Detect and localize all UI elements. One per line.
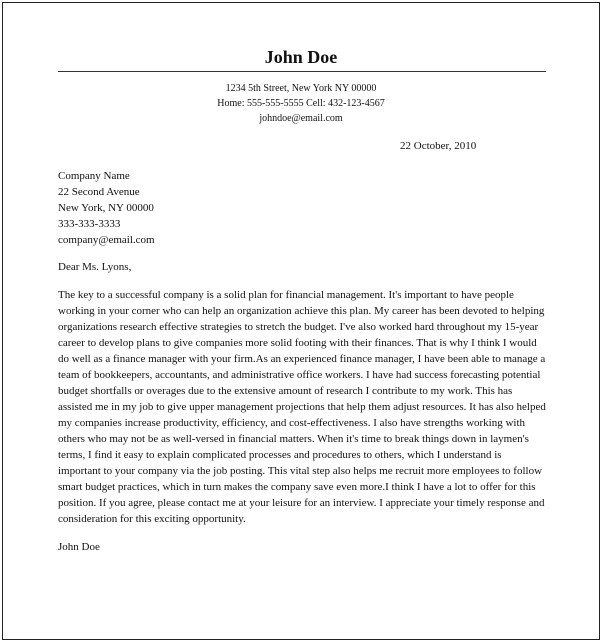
recipient-street: 22 Second Avenue — [58, 186, 140, 198]
body-line: position. If you agree, please contact me at your leisure for an interview. I appreciate your timely response and — [58, 497, 545, 509]
recipient-city: New York, NY 00000 — [58, 202, 154, 214]
sender-name: John Doe — [264, 47, 338, 67]
body-line: my companies increase productivity, efficiency, and cost-effectiveness. I also have strengths working with — [58, 417, 526, 429]
body-line: assisted me in my job to give upper management projections that help them adjust resources. It has also helped — [58, 401, 546, 413]
salutation: Dear Ms. Lyons, — [58, 261, 132, 273]
signature-name: John Doe — [58, 541, 100, 553]
body-line: organizations research effective strategies to stretch the budget. I've also worked hard throughout my 15-year — [58, 321, 539, 333]
body-line: important to your company via the job posting. This vital step also helps me recruit more employees to follow — [58, 465, 543, 477]
body-line: others who may not be as well-versed in financial matters. When it's time to break things down in laymen's — [58, 433, 529, 445]
body-line: budget shortfalls or overages due to the extensive amount of research I contribute to my work. This has — [58, 385, 513, 397]
header-divider — [58, 71, 546, 72]
recipient-block — [58, 168, 155, 248]
sender-contact — [3, 81, 599, 126]
body-line: consideration for this exciting opportunity. — [58, 513, 246, 525]
body-line: career to develop plans to give companies more solid footing with their finances. That is why I think I would — [58, 337, 537, 349]
body-line: The key to a successful company is a solid plan for financial management. It's important to have people — [58, 289, 514, 301]
recipient-phone: 333-333-3333 — [58, 218, 121, 230]
letter-body — [58, 287, 546, 527]
body-line: team of bookkeepers, accountants, and administrative office workers. I have had success forecasting potential — [58, 369, 541, 381]
body-line: smart budget practices, which in turn makes the company save even more.I think I have a lot to offer for this — [58, 481, 536, 493]
body-line: terms, I find it easy to explain complicated processes and procedures to others, which I understand is — [58, 449, 502, 461]
sender-address: 1234 5th Street, New York NY 00000 — [225, 83, 377, 94]
sender-email: johndoe@email.com — [259, 113, 343, 124]
recipient-email: company@email.com — [58, 234, 155, 246]
sender-phones: Home: 555-555-5555 Cell: 432-123-4567 — [217, 98, 385, 109]
recipient-company: Company Name — [58, 170, 130, 182]
body-line: working in your corner who can help an organization achieve this plan. My career has been devoted to helping — [58, 305, 545, 317]
letter-date: 22 October, 2010 — [400, 140, 477, 152]
letter-page — [2, 2, 600, 640]
body-line: do well as a finance manager with your firm.As an experienced finance manager, I have been able to manage a — [58, 353, 546, 365]
